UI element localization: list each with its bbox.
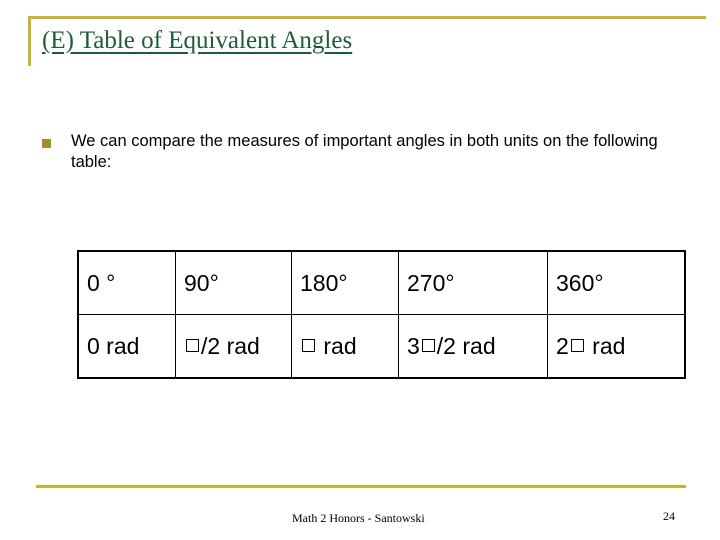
bullet-square-icon (42, 139, 51, 148)
top-decorative-rule (28, 16, 706, 19)
pi-symbol-box-icon (422, 339, 435, 352)
radian-cell: 0 rad (78, 315, 176, 379)
pi-symbol-box-icon (571, 339, 584, 352)
slide-footer: Math 2 Honors - Santowski (292, 511, 425, 525)
degrees-row (78, 251, 685, 315)
radians-row (78, 315, 685, 379)
page-number: 24 (663, 509, 675, 523)
degree-cell: 90° (176, 251, 292, 315)
degree-cell: 360° (548, 251, 686, 315)
pi-symbol-box-icon (186, 339, 199, 352)
equivalent-angles-table (77, 250, 686, 379)
bullet-text: We can compare the measures of important angles in both units on the following table: (71, 132, 658, 171)
radian-cell: 2 rad (548, 315, 686, 379)
left-decorative-rule (28, 16, 31, 66)
bottom-decorative-rule (36, 485, 686, 488)
radian-cell: 3 /2 rad (399, 315, 548, 379)
radian-cell: /2 rad (176, 315, 292, 379)
degree-cell: 180° (292, 251, 399, 315)
slide-title: (E) Table of Equivalent Angles (42, 27, 353, 54)
radian-cell: rad (292, 315, 399, 379)
pi-symbol-box-icon (302, 339, 315, 352)
degree-cell: 270° (399, 251, 548, 315)
degree-cell: 0 ° (78, 251, 176, 315)
